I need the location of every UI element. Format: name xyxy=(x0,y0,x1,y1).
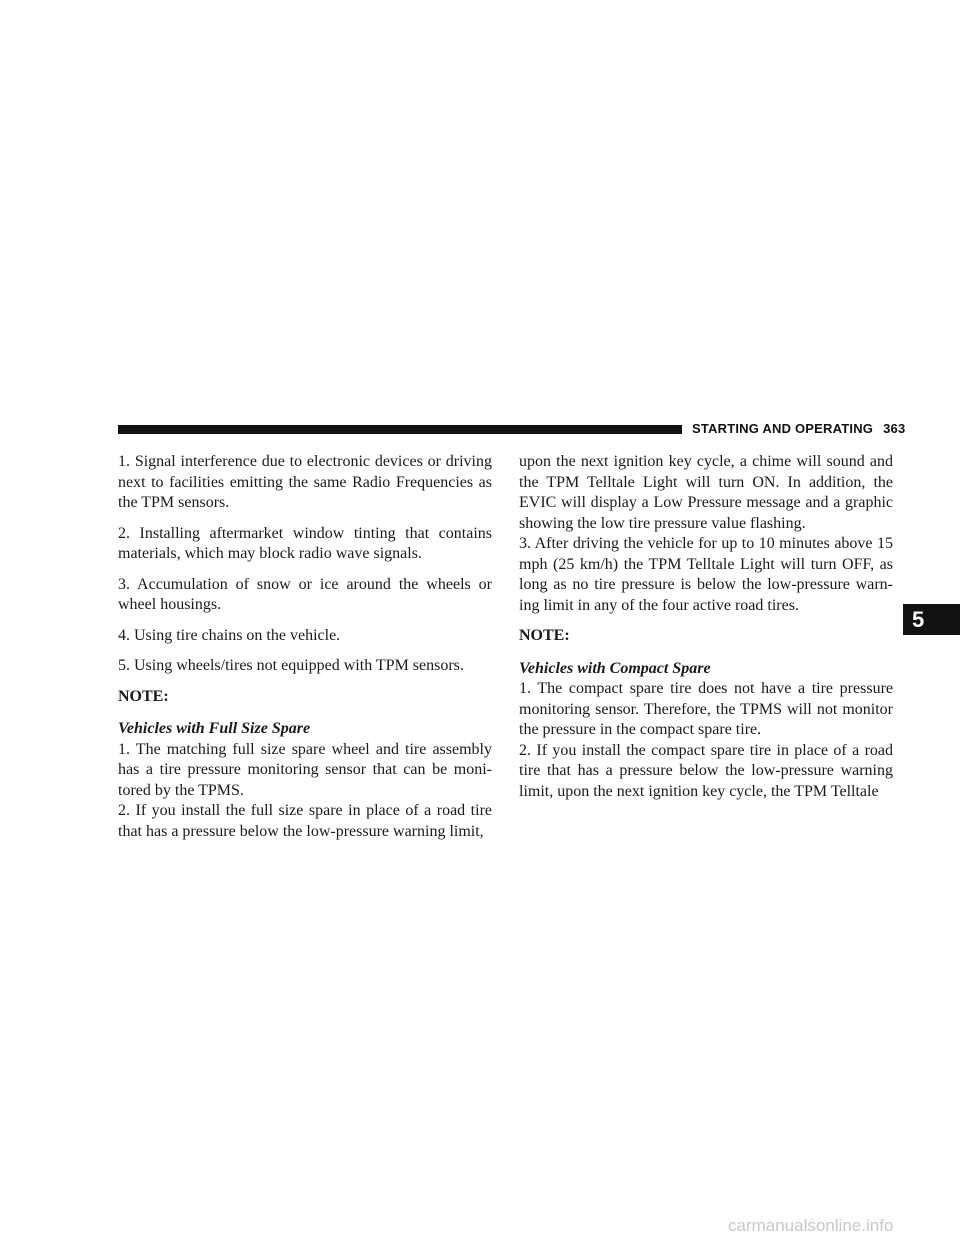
paragraph: 2. Installing aftermarket window tinting that contains materials, which may block radio wave signals. xyxy=(118,524,492,562)
note-heading: NOTE: xyxy=(519,627,570,644)
chapter-number: 5 xyxy=(912,607,925,632)
list-item: 2. If you install the compact spare tire in place of a road tire that has a pressure below the low-pressure warning limit, upon the next ignition key cycle, the TPM Telltale xyxy=(519,741,893,800)
paragraph: 1. Signal interference due to electronic devices or driving next to facilities emitting the same Radio Frequencies as the TPM sensors. xyxy=(118,453,492,511)
subheading-compact-spare: Vehicles with Compact Spare xyxy=(519,659,711,677)
running-header xyxy=(692,421,905,436)
page-number: 363 xyxy=(883,421,906,436)
paragraph: 3. Accumulation of snow or ice around the wheels or wheel housings. xyxy=(118,575,492,613)
chapter-tab xyxy=(903,604,960,635)
paragraph: 3. After driving the vehicle for up to 10 minutes above 15 mph (25 km/h) the TPM Telltale Light will turn OFF, as long as no tire pressure is below the low-pressure warn-ing limit in any of the four active road tires. xyxy=(519,535,893,614)
paragraph: 5. Using wheels/tires not equipped with TPM sensors. xyxy=(118,657,464,674)
list-item: 2. If you install the full size spare in place of a road tire that has a pressure below the low-pressure warning limit, xyxy=(118,802,492,840)
note-heading: NOTE: xyxy=(118,687,169,705)
subheading-full-size-spare: Vehicles with Full Size Spare xyxy=(118,720,311,737)
right-column xyxy=(519,452,893,802)
section-title: STARTING AND OPERATING xyxy=(692,421,874,436)
paragraph: 4. Using tire chains on the vehicle. xyxy=(118,626,341,644)
header-rule xyxy=(118,425,682,434)
watermark: carmanualsonline.info xyxy=(728,1216,894,1235)
list-item: 1. The compact spare tire does not have a tire pressure monitoring sensor. Therefore, the TPMS will not monitor the pressure in the compact spare tire. xyxy=(519,680,893,738)
list-item: 1. The matching full size spare wheel and tire assembly has a tire pressure monitoring sensor that can be moni-tored by the TPMS. xyxy=(118,740,492,799)
paragraph: upon the next ignition key cycle, a chime will sound and the TPM Telltale Light will turn ON. In addition, the EVIC will display a Low Pressure message and a graphic showing the low tire pressure value flashing. xyxy=(519,453,893,532)
left-column xyxy=(118,452,492,842)
